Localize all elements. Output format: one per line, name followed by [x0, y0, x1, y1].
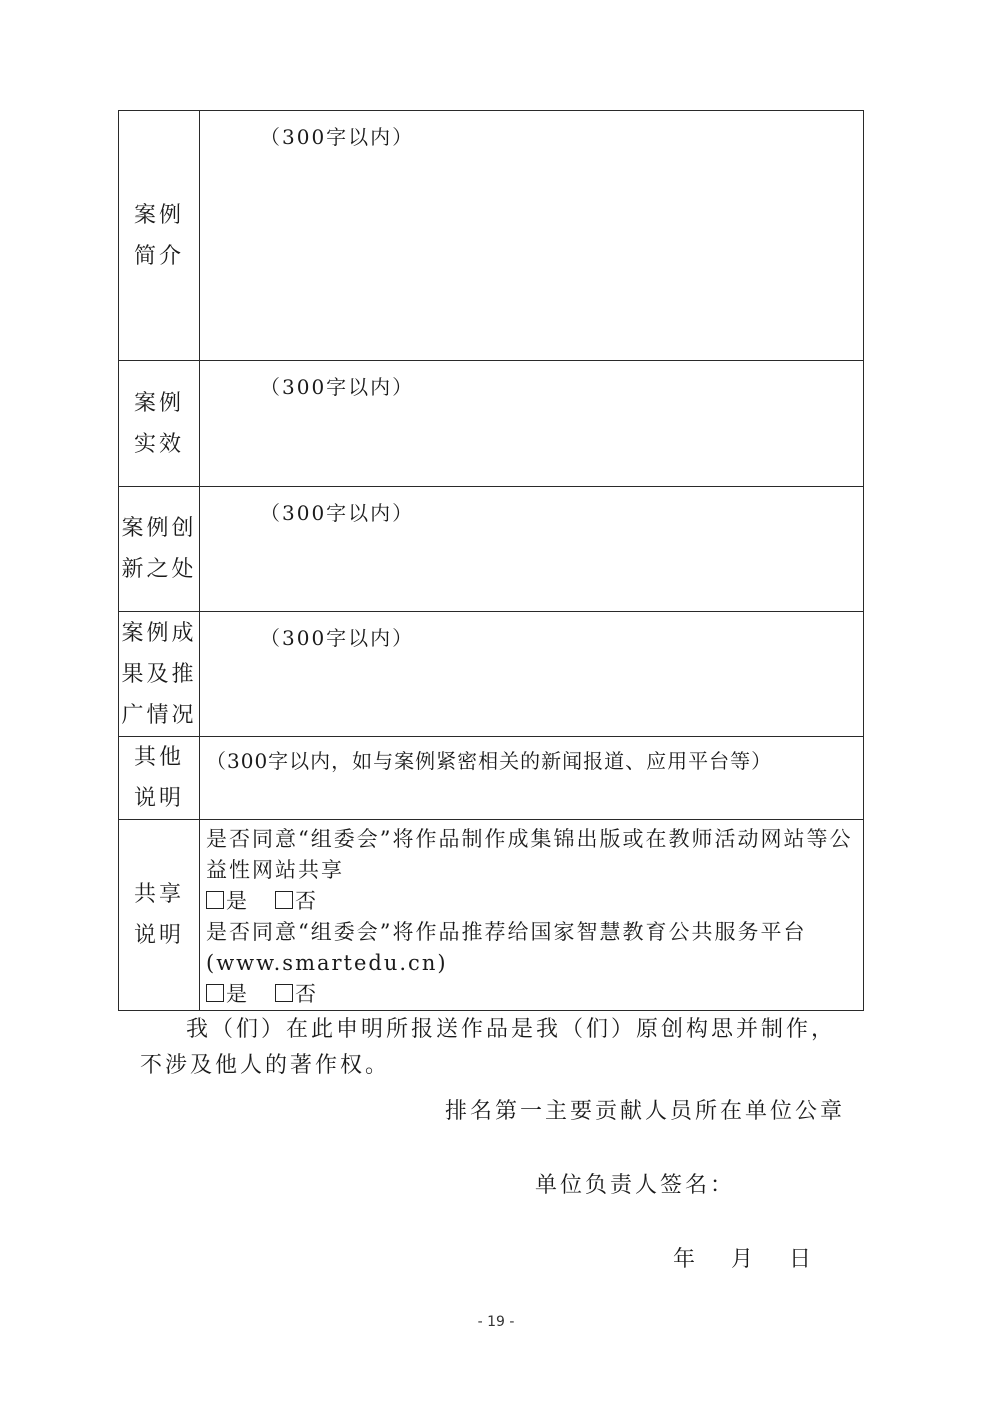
yes-label: 是 — [226, 889, 249, 913]
label-case-effect — [119, 361, 200, 487]
label-case-summary — [119, 111, 200, 361]
label-line: 新之处 — [121, 557, 197, 582]
share-question-platform: 是否同意“组委会”将作品推荐给国家智慧教育公共服务平台(www.smartedu.cn) — [206, 920, 807, 975]
label-line: 案例 — [133, 202, 184, 228]
label-line: 说明 — [133, 923, 184, 948]
label-line: 案例创 — [121, 516, 197, 541]
label-line: 共享 — [133, 882, 184, 907]
row-case-summary — [119, 111, 864, 361]
case-innovation-field[interactable] — [200, 487, 864, 612]
unit-seal-label: 排名第一主要贡献人员所在单位公章 — [445, 1099, 846, 1124]
signer-label: 单位负责人签名： — [535, 1173, 736, 1198]
word-limit-hint: （300字以内） — [260, 125, 415, 149]
label-line: 实效 — [133, 431, 184, 457]
other-notes-field[interactable] — [200, 737, 864, 820]
date-day: 日 — [789, 1247, 812, 1272]
label-case-innovation — [119, 487, 200, 612]
word-limit-hint: （300字以内，如与案例紧密相关的新闻报道、应用平台等） — [206, 749, 773, 773]
yes-checkbox[interactable] — [206, 891, 224, 909]
label-line: 简介 — [133, 243, 184, 269]
label-line: 其他 — [133, 745, 184, 770]
yes-checkbox[interactable] — [206, 984, 224, 1002]
sharing-options — [200, 820, 864, 1011]
share-options-publish — [206, 886, 857, 917]
no-label: 否 — [295, 982, 318, 1006]
yes-label: 是 — [226, 982, 249, 1006]
label-other-notes — [119, 737, 200, 820]
application-form-table — [118, 110, 864, 1011]
case-summary-field[interactable] — [200, 111, 864, 361]
label-line: 果及推 — [121, 661, 197, 687]
row-case-effect — [119, 361, 864, 487]
no-checkbox[interactable] — [275, 891, 293, 909]
row-case-results — [119, 612, 864, 737]
label-line: 案例成 — [121, 620, 197, 646]
word-limit-hint: （300字以内） — [260, 501, 415, 525]
label-sharing — [119, 820, 200, 1011]
share-options-platform — [206, 979, 857, 1010]
originality-declaration — [140, 1012, 840, 1084]
case-results-field[interactable] — [200, 612, 864, 737]
row-other-notes — [119, 737, 864, 820]
label-line: 案例 — [133, 390, 184, 416]
label-line: 广情况 — [121, 702, 197, 728]
label-case-results — [119, 612, 200, 737]
page-number: - 19 - — [477, 1314, 515, 1330]
share-question-publish: 是否同意“组委会”将作品制作成集锦出版或在教师活动网站等公益性网站共享 — [206, 827, 853, 882]
date-month: 月 — [731, 1247, 754, 1272]
word-limit-hint: （300字以内） — [260, 626, 415, 650]
row-case-innovation — [119, 487, 864, 612]
no-checkbox[interactable] — [275, 984, 293, 1002]
declaration-line: 我（们）在此申明所报送作品是我（们）原创构思并制作， — [186, 1017, 837, 1042]
date-year: 年 — [673, 1247, 696, 1272]
date-line — [673, 1242, 847, 1273]
label-line: 说明 — [133, 786, 184, 811]
no-label: 否 — [295, 889, 318, 913]
case-effect-field[interactable] — [200, 361, 864, 487]
declaration-line: 不涉及他人的著作权。 — [140, 1053, 391, 1078]
word-limit-hint: （300字以内） — [260, 375, 415, 399]
row-sharing — [119, 820, 864, 1011]
